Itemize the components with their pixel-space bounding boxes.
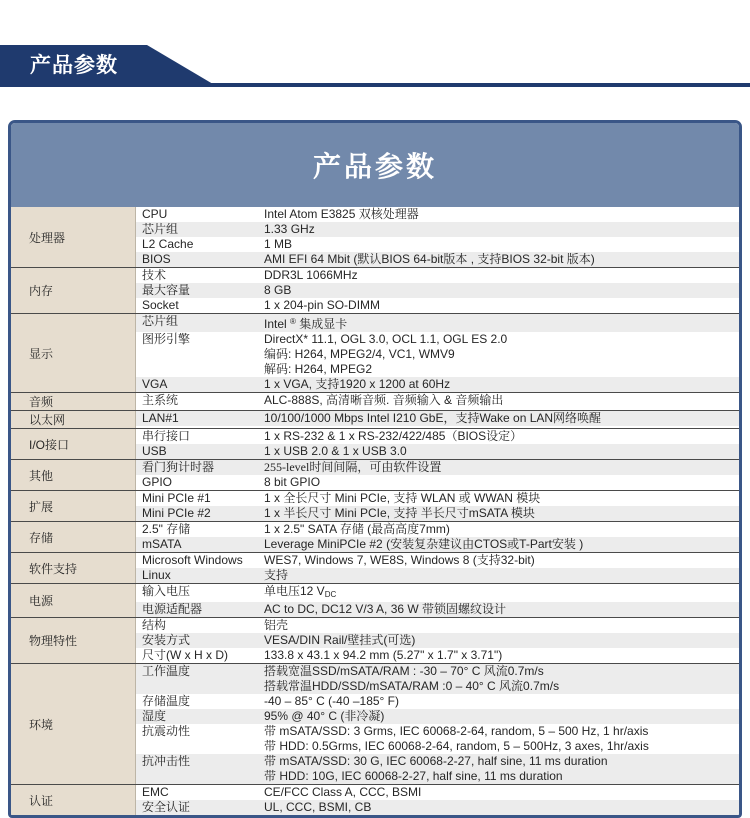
- spec-row: [136, 314, 739, 332]
- spec-row: [136, 237, 739, 252]
- spec-row-value: [264, 602, 739, 617]
- spec-row-label: LAN#1: [142, 411, 179, 425]
- category-cell: 物理特性: [11, 618, 136, 663]
- spec-row-label: 安装方式: [142, 633, 191, 647]
- value-line: DirectX* 11.1, OGL 3.0, OCL 1.1, OGL ES 2.0: [264, 332, 508, 346]
- category-cell: 软件支持: [11, 553, 136, 583]
- category-cell: 环境: [11, 664, 136, 784]
- value-line: CE/FCC Class A, CCC, BSMI: [264, 785, 422, 799]
- spec-row-value: [264, 460, 739, 475]
- spec-row-value: [264, 522, 739, 537]
- spec-row-label: 主系统: [142, 393, 179, 407]
- spec-row-label: 看门狗计时器: [142, 460, 215, 474]
- page-banner: [0, 45, 750, 87]
- group-rows: [136, 314, 739, 392]
- value-line: UL, CCC, BSMI, CB: [264, 800, 372, 814]
- spec-group: [11, 392, 739, 410]
- spec-row-label: EMC: [142, 785, 169, 799]
- page-banner-title: 产品参数: [30, 54, 118, 77]
- spec-row: [136, 332, 739, 377]
- category-cell: 处理器: [11, 207, 136, 267]
- spec-row: [136, 377, 739, 392]
- spec-row-label: VGA: [142, 377, 168, 391]
- banner-underline: [200, 83, 750, 87]
- value-line: ALC-888S, 高清晰音频. 音频输入 & 音频输出: [264, 393, 504, 407]
- spec-group: [11, 410, 739, 428]
- spec-row-value: [264, 314, 739, 332]
- category-cell: 认证: [11, 785, 136, 815]
- value-line: 带 mSATA/SSD: 30 G, IEC 60068-2-27, half sine, 11 ms duration: [264, 754, 608, 768]
- spec-group: [11, 521, 739, 552]
- spec-group: [11, 313, 739, 392]
- value-line: 1 x USB 2.0 & 1 x USB 3.0: [264, 444, 407, 458]
- spec-row-label: 湿度: [142, 709, 167, 723]
- spec-row: [136, 633, 739, 648]
- spec-row-label: 技术: [142, 268, 167, 282]
- spec-row-label: Linux: [142, 568, 171, 582]
- value-line: 支持: [264, 568, 289, 582]
- spec-row: [136, 283, 739, 298]
- spec-row-label: 工作温度: [142, 664, 191, 678]
- spec-group: [11, 459, 739, 490]
- value-line: AMI EFI 64 Mbit (默认BIOS 64-bit版本 , 支持BIOS 32-bit 版本): [264, 252, 595, 266]
- spec-group: [11, 784, 739, 815]
- spec-row-label: CPU: [142, 207, 168, 221]
- spec-row: [136, 268, 739, 283]
- value-line: 搭载宽温SSD/mSATA/RAM : -30 – 70° C 风流0.7m/s: [264, 664, 544, 678]
- spec-row: [136, 618, 739, 633]
- value-line: 带 HDD: 0.5Grms, IEC 60068-2-64, random, 5 – 500Hz, 3 axes, 1hr/axis: [264, 739, 649, 753]
- spec-table-body: [11, 207, 739, 815]
- spec-row: [136, 694, 739, 709]
- spec-row: [136, 222, 739, 237]
- spec-table: [8, 120, 742, 818]
- spec-row: [136, 754, 739, 784]
- group-rows: [136, 553, 739, 583]
- group-rows: [136, 393, 739, 410]
- spec-row: [136, 785, 739, 800]
- spec-row: [136, 460, 739, 475]
- spec-row-label: 抗震动性: [142, 724, 191, 738]
- spec-group: [11, 583, 739, 617]
- spec-row-label: 电源适配器: [142, 602, 203, 616]
- spec-row-value: [264, 618, 739, 633]
- value-line: 1 x 半长尺寸 Mini PCIe, 支持 半长尺寸mSATA 模块: [264, 506, 535, 520]
- value-line: DDR3L 1066MHz: [264, 268, 358, 282]
- value-line: 1 x 2.5" SATA 存储 (最高高度7mm): [264, 522, 450, 536]
- group-rows: [136, 411, 739, 428]
- value-line: 255-level时间间隔，可由软件设置: [264, 460, 442, 474]
- spec-row-value: [264, 584, 739, 602]
- value-line: 1 x VGA, 支持1920 x 1200 at 60Hz: [264, 377, 451, 391]
- spec-row: [136, 568, 739, 583]
- spec-row-value: [264, 694, 739, 709]
- spec-row-value: [264, 475, 739, 490]
- spec-row-label: USB: [142, 444, 167, 458]
- spec-row: [136, 664, 739, 694]
- category-cell: 扩展: [11, 491, 136, 521]
- category-cell: 以太网: [11, 411, 136, 428]
- spec-row-label: 2.5" 存储: [142, 522, 191, 536]
- spec-group: [11, 428, 739, 459]
- spec-row: [136, 602, 739, 617]
- spec-row: [136, 207, 739, 222]
- spec-row: [136, 537, 739, 552]
- value-line: 铝壳: [264, 618, 289, 632]
- value-line: 10/100/1000 Mbps Intel I210 GbE，支持Wake on LAN网络唤醒: [264, 411, 602, 425]
- spec-row-label: L2 Cache: [142, 237, 194, 251]
- spec-row: [136, 709, 739, 724]
- group-rows: [136, 584, 739, 617]
- spec-table-header: 产品参数: [11, 123, 739, 207]
- spec-group: [11, 552, 739, 583]
- value-line: AC to DC, DC12 V/3 A, 36 W 带锁固螺纹设计: [264, 602, 507, 616]
- category-cell: 电源: [11, 584, 136, 617]
- spec-group: [11, 207, 739, 267]
- spec-row-value: [264, 222, 739, 237]
- spec-row-label: 安全认证: [142, 800, 191, 814]
- category-cell: 内存: [11, 268, 136, 313]
- value-line: 1 x RS-232 & 1 x RS-232/422/485（BIOS设定）: [264, 429, 523, 443]
- spec-row: [136, 584, 739, 602]
- spec-group: [11, 267, 739, 313]
- spec-row: [136, 724, 739, 754]
- spec-row-label: 芯片组: [142, 314, 179, 328]
- spec-row-label: 芯片组: [142, 222, 179, 236]
- spec-row: [136, 648, 739, 663]
- spec-row-value: [264, 754, 739, 784]
- value-line: 95% @ 40° C (非冷凝): [264, 709, 385, 723]
- spec-row: [136, 444, 739, 459]
- value-line: 编码: H264, MPEG2/4, VC1, WMV9: [264, 347, 455, 361]
- category-cell: 存储: [11, 522, 136, 552]
- spec-group: [11, 663, 739, 784]
- spec-row-label: 输入电压: [142, 584, 191, 598]
- value-line: 8 bit GPIO: [264, 475, 321, 489]
- category-cell: 其他: [11, 460, 136, 490]
- spec-row: [136, 491, 739, 506]
- spec-row: [136, 506, 739, 521]
- value-line: 搭载常温HDD/SSD/mSATA/RAM :0 – 40° C 风流0.7m/s: [264, 679, 560, 693]
- value-line: WES7, Windows 7, WE8S, Windows 8 (支持32-bit): [264, 553, 535, 567]
- spec-row-label: 尺寸(W x H x D): [142, 648, 228, 662]
- value-line: VESA/DIN Rail/壁挂式(可选): [264, 633, 416, 647]
- spec-row-label: 最大容量: [142, 283, 191, 297]
- spec-row: [136, 522, 739, 537]
- group-rows: [136, 207, 739, 267]
- spec-row-value: [264, 444, 739, 459]
- spec-group: [11, 490, 739, 521]
- spec-row-label: 图形引擎: [142, 332, 191, 346]
- group-rows: [136, 460, 739, 490]
- group-rows: [136, 664, 739, 784]
- spec-row: [136, 553, 739, 568]
- group-rows: [136, 618, 739, 663]
- spec-row-label: 结构: [142, 618, 167, 632]
- spec-row-label: Mini PCIe #2: [142, 506, 211, 520]
- value-line: 1.33 GHz: [264, 222, 315, 236]
- spec-row-label: GPIO: [142, 475, 173, 489]
- value-line: Leverage MiniPCIe #2 (安装复杂建议由CTOS或T-Part安装 ): [264, 537, 584, 551]
- spec-row-value: [264, 664, 739, 694]
- spec-row-value: [264, 785, 739, 800]
- group-rows: [136, 785, 739, 815]
- value-line: 单电压12 $V_{DC}$: [264, 584, 337, 599]
- spec-row-label: Socket: [142, 298, 179, 312]
- group-rows: [136, 429, 739, 459]
- spec-row-value: [264, 633, 739, 648]
- spec-row-value: [264, 709, 739, 724]
- value-line: 133.8 x 43.1 x 94.2 mm (5.27" x 1.7" x 3.71"): [264, 648, 503, 662]
- spec-row-value: [264, 553, 739, 568]
- spec-row: [136, 429, 739, 444]
- spec-row-value: [264, 283, 739, 298]
- spec-group: [11, 617, 739, 663]
- spec-row-value: [264, 332, 739, 377]
- spec-row-label: 串行接口: [142, 429, 191, 443]
- value-line: Intel Atom E3825 双核处理器: [264, 207, 419, 221]
- spec-row-label: mSATA: [142, 537, 182, 551]
- category-cell: 显示: [11, 314, 136, 392]
- spec-row-label: Mini PCIe #1: [142, 491, 211, 505]
- spec-row-label: BIOS: [142, 252, 171, 266]
- spec-row: [136, 252, 739, 267]
- spec-row-value: [264, 393, 739, 408]
- value-line: 带 HDD: 10G, IEC 60068-2-27, half sine, 11 ms duration: [264, 769, 563, 783]
- value-line: 1 x 全长尺寸 Mini PCIe, 支持 WLAN 或 WWAN 模块: [264, 491, 541, 505]
- spec-row-value: [264, 429, 739, 444]
- spec-row-value: [264, 411, 739, 426]
- spec-row: [136, 393, 739, 408]
- spec-row-value: [264, 207, 739, 222]
- group-rows: [136, 522, 739, 552]
- value-line: 带 mSATA/SSD: 3 Grms, IEC 60068-2-64, random, 5 – 500 Hz, 1 hr/axis: [264, 724, 649, 738]
- spec-row-value: [264, 724, 739, 754]
- spec-row-label: Microsoft Windows: [142, 553, 243, 567]
- category-cell: 音频: [11, 393, 136, 410]
- spec-row: [136, 298, 739, 313]
- group-rows: [136, 268, 739, 313]
- value-line: Intel ® 集成显卡: [264, 317, 348, 331]
- value-line: 8 GB: [264, 283, 292, 297]
- spec-row-value: [264, 506, 739, 521]
- spec-row-label: 存储温度: [142, 694, 191, 708]
- category-cell: I/O接口: [11, 429, 136, 459]
- spec-row-value: [264, 298, 739, 313]
- group-rows: [136, 491, 739, 521]
- spec-row-value: [264, 237, 739, 252]
- value-line: 解码: H264, MPEG2: [264, 362, 373, 376]
- spec-row-value: [264, 537, 739, 552]
- spec-row-value: [264, 568, 739, 583]
- spec-row-label: 抗冲击性: [142, 754, 191, 768]
- value-line: 1 MB: [264, 237, 293, 251]
- spec-row: [136, 475, 739, 490]
- spec-row-value: [264, 268, 739, 283]
- spec-row-value: [264, 377, 739, 392]
- spec-row-value: [264, 648, 739, 663]
- spec-row-value: [264, 252, 739, 267]
- value-line: -40 – 85° C (-40 –185° F): [264, 694, 399, 708]
- spec-row: [136, 411, 739, 426]
- value-line: 1 x 204-pin SO-DIMM: [264, 298, 381, 312]
- spec-row-value: [264, 491, 739, 506]
